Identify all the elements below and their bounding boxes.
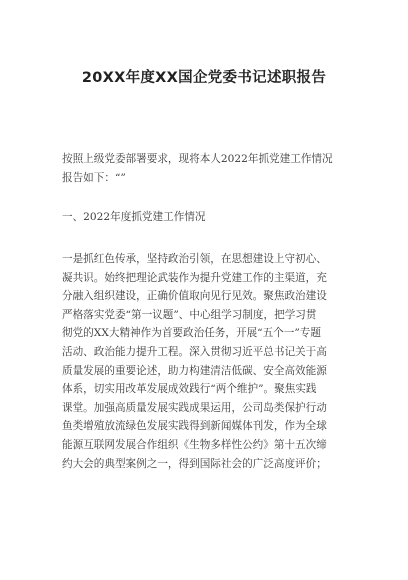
document-title: 20XX年度XX国企党委书记述职报告 <box>81 70 327 86</box>
intro-line: 按照上级党委部署要求，现将本人2022年抓党建工作情况 <box>62 153 333 165</box>
body-line: 能源互联网发展合作组织《生物多样性公约》第十五次缔 <box>62 438 327 451</box>
intro-paragraph <box>62 150 356 187</box>
body-line: 鱼类增殖放流绿色发展实践得到新闻媒体刊发，作为全球 <box>62 420 327 433</box>
body-line: 活动、政治能力提升工程。深入贯彻习近平总书记关于高 <box>62 345 327 358</box>
body-line: 凝共识。始终把理论武装作为提升党建工作的主渠道，充 <box>62 271 327 284</box>
intro-line: 报告如下：“” <box>62 171 126 184</box>
body-paragraph <box>62 250 356 473</box>
body-line: 课堂。加强高质量发展实践成果运用，公司岛类保护行动 <box>62 401 327 414</box>
body-line: 约大会的典型案例之一，得到国际社会的广泛高度评价； <box>62 457 327 470</box>
body-line: 质量发展的重要论述，助力构建清洁低碳、安全高效能源 <box>62 364 327 377</box>
body-line: 彻党的XX大精神作为首要政治任务，开展“五个一”专题 <box>62 327 321 340</box>
body-line: 体系，切实用改革发展成效践行“两个维护”。聚焦实践 <box>62 383 317 396</box>
body-line: 严格落实党委“第一议题”、中心组学习制度，把学习贯 <box>62 308 317 321</box>
body-line: 一是抓红色传承，坚持政治引领，在思想建设上守初心、 <box>62 253 327 265</box>
section-heading <box>62 208 356 227</box>
section-heading-text: 一、2022年度抓党建工作情况 <box>62 211 206 223</box>
body-line: 分融入组织建设，正确价值取向见行见效。聚焦政治建设 <box>62 290 327 303</box>
